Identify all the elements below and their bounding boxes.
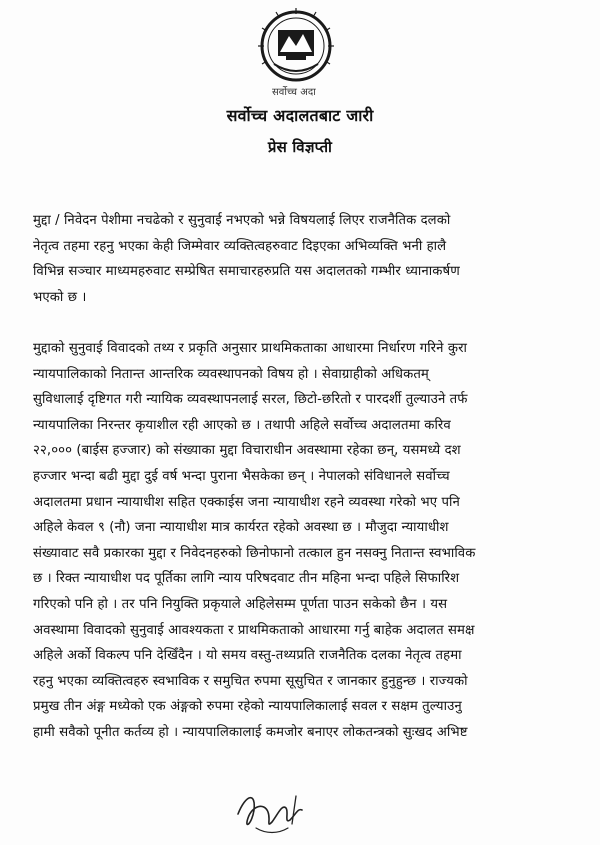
paragraph-line: २२,००० (बाईस हज्जार) को संख्याका मुद्दा विचाराधीन अवस्थामा रहेका छन्, यसमध्ये दश	[33, 443, 461, 459]
paragraph-2	[33, 336, 571, 746]
paragraph-line: अवस्थामा विवादको सुनुवाई आवश्यकता र प्राथमिकताको आधारमा गर्नु बाहेक अदालत समक्ष	[33, 622, 475, 638]
paragraph-line: संख्यावाट सवै प्रकारका मुद्दा र निवेदनहरुको छिनोफानो तत्काल हुन नसक्नु नितान्त स्वभाविक	[33, 545, 476, 561]
paragraph-line: मुद्दा / निवेदन पेशीमा नचढेको र सुनुवाई नभएको भन्ने विषयलाई लिएर राजनैतिक दलको	[33, 213, 451, 228]
paragraph-line: विभिन्न सञ्चार माध्यमहरुवाट सम्प्रेषित समाचारहरुप्रति यस अदालतको गम्भीर ध्यानाकर्षण	[33, 264, 460, 280]
paragraph-line: भएको छ ।	[33, 289, 87, 305]
paragraph-line: नेतृत्व तहमा रहनु भएका केही जिम्मेवार व्यक्तित्वहरुवाट दिइएका अभिव्यक्ति भनी हालै	[33, 238, 447, 254]
paragraph-line: प्रमुख तीन अंङ्ग मध्येको एक अंङ्गको रुपमा रहेको न्यायपालिकालाई सवल र सक्षम तुल्याउनु	[33, 699, 462, 715]
paragraph-line: अहिले अर्को विकल्प पनि देखिँदैन । यो समय वस्तु-तथ्यप्रति राजनैतिक दलका नेतृत्व तहमा	[33, 648, 462, 664]
paragraph-line: छ । रिक्त न्यायाधीश पद पूर्तिका लागि न्याय परिषदवाट तीन महिना भन्दा पहिले सिफारिश	[33, 571, 460, 587]
handwritten-signature-icon	[226, 784, 316, 840]
paragraph-line: अहिले केवल ९ (नौ) जना न्यायाधीश मात्र कार्यरत रहेको अवस्था छ । मौजुदा न्यायाधीश	[33, 520, 449, 536]
paragraph-line: मुद्दाको सुनुवाई विवादको तथ्य र प्रकृति अनुसार प्राथमिकताका आधारमा निर्धारण गरिने कुरा	[33, 341, 467, 356]
document-subtitle: प्रेस विज्ञप्ती	[267, 138, 333, 156]
paragraph-1	[33, 208, 571, 310]
paragraph-line: अदालतमा प्रधान न्यायाधीश सहित एक्काईस जना न्यायाधीश रहने व्यवस्था गरेको भए पनि	[33, 494, 460, 510]
paragraph-line: सुविधालाई दृष्टिगत गरी न्यायिक व्यवस्थापनलाई सरल, छिटो-छरितो र पारदर्शी तुल्याउने तर्फ	[33, 392, 468, 408]
paragraph-line: हज्जार भन्दा बढी मुद्दा दुई वर्ष भन्दा पुराना भैसकेका छन् । नेपालको संविधानले सर्वोच्च	[33, 468, 450, 484]
paragraph-line: न्यायपालिका निरन्तर कृयाशील रही आएको छ । तथापी अहिले सर्वोच्च अदालतमा करिव	[33, 417, 451, 433]
supreme-court-seal-icon	[256, 6, 336, 96]
document-title: सर्वोच्च अदालतबाट जारी	[226, 106, 374, 125]
paragraph-line: न्यायपालिकाको नितान्त आन्तरिक व्यवस्थापनको विषय हो । सेवाग्राहीको अधिकतम्	[33, 366, 429, 382]
paragraph-line: गरिएको पनि हो । तर पनि नियुक्ति प्रकृयाले अहिलेसम्म पूर्णता पाउन सकेको छैन । यस	[33, 596, 448, 612]
seal-caption: सर्वोच्च अदा	[272, 87, 316, 98]
paragraph-line: हामी सवैको पूनीत कर्तव्य हो । न्यायपालिकालाई कमजोर बनाएर लोकतन्त्रको सुःखद अभिष्ट	[33, 724, 468, 740]
paragraph-line: रहनु भएका व्यक्तित्वहरु स्वभाविक र समुचित रुपमा सूसुचित र जानकार हुनुहुन्छ । राज्यको	[33, 673, 468, 689]
